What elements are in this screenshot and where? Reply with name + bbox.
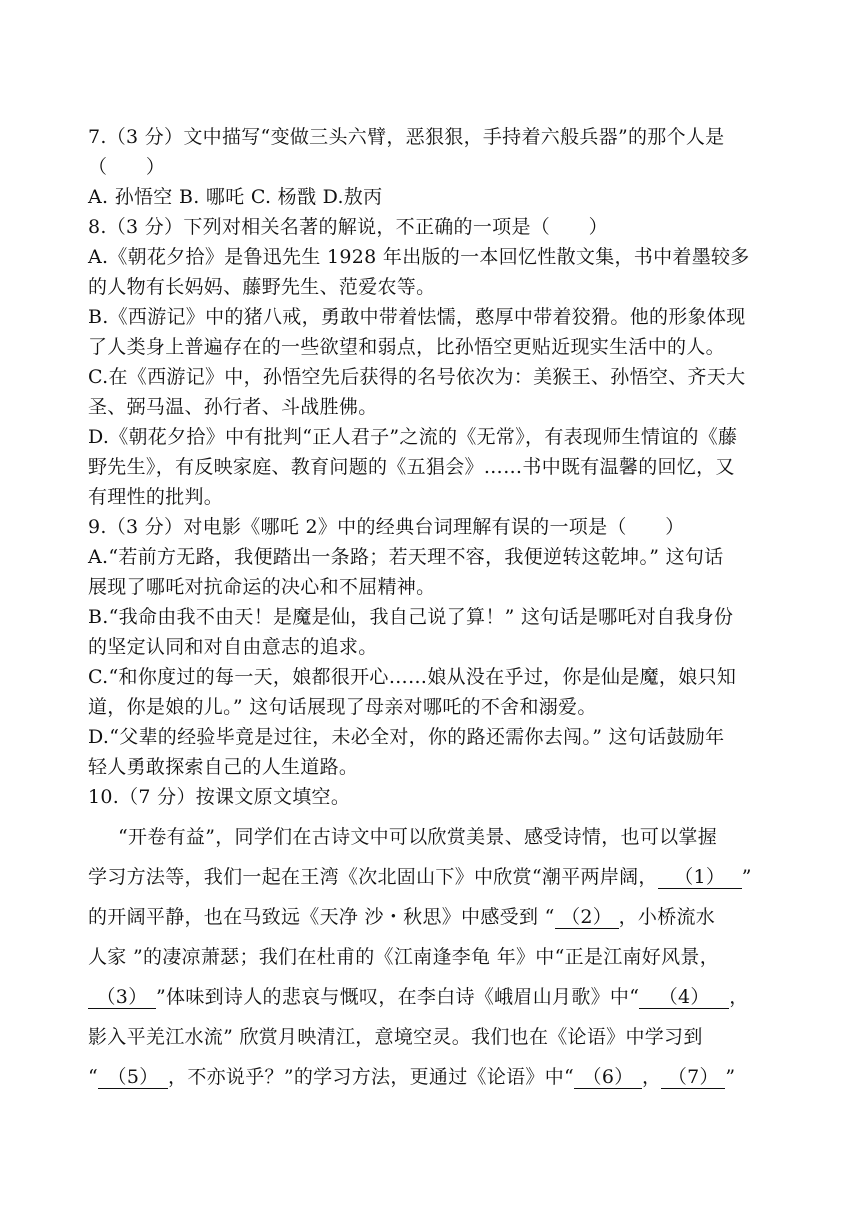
q8-stem: 8.（3 分）下列对相关名著的解说，不正确的一项是（ ） <box>88 216 608 238</box>
q9-stem: 9.（3 分）对电影《哪吒 2》中的经典台词理解有误的一项是（ ） <box>88 516 685 538</box>
q10-para-line-7 <box>88 1064 788 1090</box>
q10-para-line-2 <box>88 864 788 890</box>
blank-7[interactable]: （7） <box>661 1066 725 1089</box>
q7-options: A. 孙悟空 B. 哪吒 C. 杨戬 D.敖丙 <box>88 186 383 208</box>
q10-para-line-5 <box>88 984 788 1010</box>
q8-line-8: 野先生》，有反映家庭、教育问题的《五猖会》……书中既有温馨的回忆，又 <box>88 456 735 478</box>
q8-line-9: 有理性的批判。 <box>88 486 224 508</box>
q10-text-3a: 的开阔平静，也在马致远《天净 沙・秋思》中感受到 “ <box>88 906 555 928</box>
q9-line-1: A.“若前方无路，我便踏出一条路；若天理不容，我便逆转这乾坤。” 这句话 <box>88 546 724 568</box>
blank-1[interactable]: （1） <box>658 866 742 889</box>
q10-text-5b: ”体味到诗人的悲哀与慨叹，在李白诗《峨眉山月歌》中“ <box>156 986 640 1008</box>
q10-text-7b: ，不亦说乎？”的学习方法，更通过《论语》中“ <box>168 1066 575 1088</box>
blank-3[interactable]: （3） <box>88 986 156 1009</box>
q8-line-6: 圣、弼马温、孙行者、斗战胜佛。 <box>88 396 378 418</box>
q7-stem-line2: （ ） <box>88 156 166 178</box>
q8-line-2: 的人物有长妈妈、藤野先生、范爱农等。 <box>88 276 436 298</box>
q9-line-6: 道，你是娘的儿。” 这句话展现了母亲对哪吒的不舍和溺爱。 <box>88 696 597 718</box>
q10-para-line-6: 影入平羌江水流” 欣赏月映清江，意境空灵。我们也在《论语》中学习到 <box>88 1026 703 1048</box>
q10-text-7c: ， <box>642 1066 662 1088</box>
q7-stem-line1: 7.（3 分）文中描写“变做三头六臂，恶狠狠，手持着六般兵器”的那个人是 <box>88 126 725 148</box>
q9-line-8: 轻人勇敢探索自己的人生道路。 <box>88 756 359 778</box>
blank-6[interactable]: （6） <box>574 1066 642 1089</box>
q8-line-4: 了人类身上普遍存在的一些欲望和弱点，比孙悟空更贴近现实生活中的人。 <box>88 336 725 358</box>
q10-para-line-1: “开卷有益”，同学们在古诗文中可以欣赏美景、感受诗情，也可以掌握 <box>118 826 718 848</box>
q9-line-3: B.“我命由我不由天！是魔是仙，我自己说了算！” 这句话是哪吒对自我身份 <box>88 606 734 628</box>
q10-para-line-3 <box>88 904 788 930</box>
q10-text-5c: ， <box>729 986 749 1008</box>
q8-line-7: D.《朝花夕拾》中有批判“正人君子”之流的《无常》，有表现师生情谊的《藤 <box>88 426 738 448</box>
q8-line-1: A.《朝花夕拾》是鲁迅先生 1928 年出版的一本回忆性散文集，书中着墨较多 <box>88 246 750 268</box>
blank-4[interactable]: （4） <box>639 986 729 1009</box>
q10-text-2b: ” <box>741 866 752 888</box>
q10-stem: 10.（7 分）按课文原文填空。 <box>88 786 351 808</box>
q10-text-7a: “ <box>88 1066 99 1088</box>
q10-text-3b: ，小桥流水 <box>618 906 716 928</box>
q9-line-2: 展现了哪吒对抗命运的决心和不屈精神。 <box>88 576 436 598</box>
q10-text-2a: 学习方法等，我们一起在王湾《次北固山下》中欣赏“潮平两岸阔， <box>88 866 658 888</box>
blank-5[interactable]: （5） <box>98 1066 168 1089</box>
blank-2[interactable]: （2） <box>555 906 619 929</box>
q8-line-5: C.在《西游记》中，孙悟空先后获得的名号依次为：美猴王、孙悟空、齐天大 <box>88 366 746 388</box>
q9-line-7: D.“父辈的经验毕竟是过往，未必全对，你的路还需你去闯。” 这句话鼓励年 <box>88 726 725 748</box>
q10-para-line-4: 人家 ”的凄凉萧瑟；我们在杜甫的《江南逢李龟 年》中“正是江南好风景， <box>88 946 720 968</box>
q8-line-3: B.《西游记》中的猪八戒，勇敢中带着怯懦，憨厚中带着狡猾。他的形象体现 <box>88 306 746 328</box>
q9-line-5: C.“和你度过的每一天，娘都很开心……娘从没在乎过，你是仙是魔，娘只知 <box>88 666 737 688</box>
q9-line-4: 的坚定认同和对自由意志的追求。 <box>88 636 378 658</box>
q10-text-7d: ” <box>725 1066 736 1088</box>
